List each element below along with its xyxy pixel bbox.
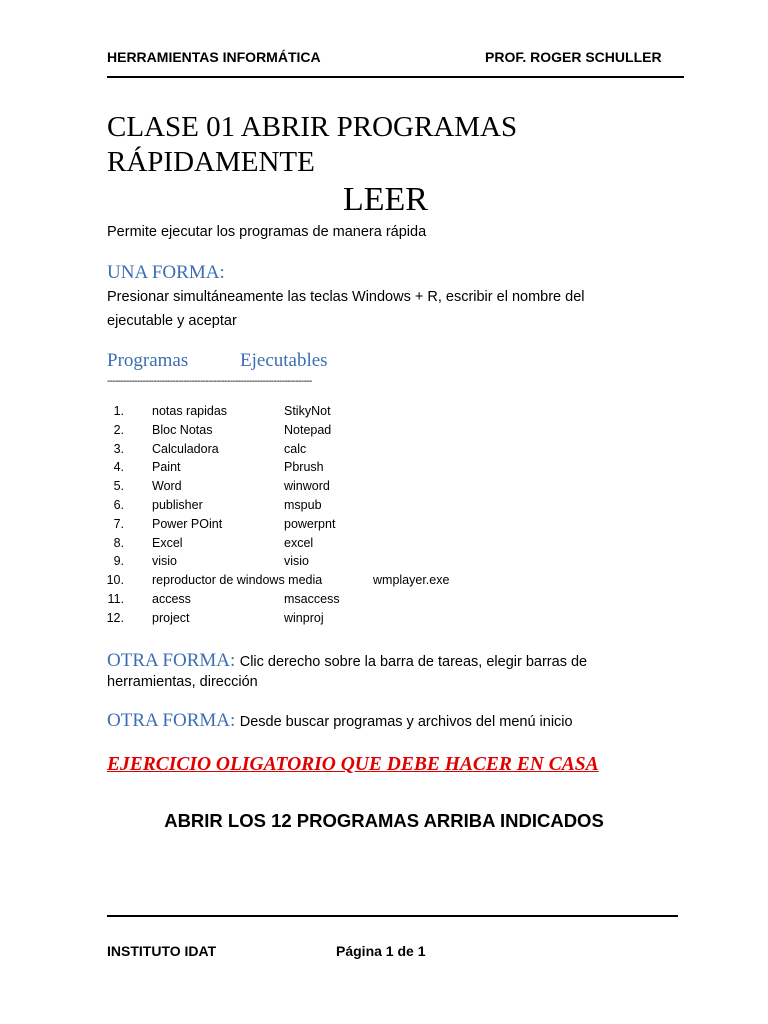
list-item-number: 6. [113,498,124,512]
list-item-program: Excel [152,536,183,550]
col-executables-header: Ejecutables [240,350,328,371]
page-title-line1: CLASE 01 ABRIR PROGRAMAS [107,111,518,143]
otra-forma-1-text-line2: herramientas, dirección [107,674,258,690]
una-forma-label: UNA FORMA: [107,262,225,283]
list-item-program: publisher [152,498,203,512]
exercise-heading: EJERCICIO OLIGATORIO QUE DEBE HACER EN CASA [107,754,599,775]
list-item-executable: winword [284,479,330,493]
table-separator: --------------------------------------------------------------------------- [107,376,312,387]
list-item-executable: Pbrush [284,460,324,474]
list-item-number: 12. [106,611,124,625]
list-item-executable: mspub [284,498,322,512]
otra-forma-1-label: OTRA FORMA: [107,650,236,671]
list-item-number: 8. [113,536,124,550]
list-item-program: Word [152,479,182,493]
header-professor: PROF. ROGER SCHULLER [485,49,662,65]
list-item [113,404,648,423]
list-item [113,517,648,536]
list-item [113,442,648,461]
otra-forma-2-text: Desde buscar programas y archivos del menú inicio [239,714,573,730]
list-item [106,611,648,630]
list-item [113,479,648,498]
list-item-program: Paint [152,460,181,474]
list-item-number: 11. [107,592,124,606]
subtitle-leer: LEER [343,181,428,218]
list-item-number: 9. [113,554,124,568]
footer-page-number: Página 1 de 1 [336,943,426,959]
header-rule [107,76,684,78]
otra-forma-1 [107,650,587,672]
list-item-executable: msaccess [284,592,340,606]
list-item-program: Bloc Notas [152,423,213,437]
list-item-executable: powerpnt [284,517,336,531]
otra-forma-2-label: OTRA FORMA: [107,710,236,731]
otra-forma-2 [107,710,573,732]
header-course: HERRAMIENTAS INFORMÁTICA [107,49,321,65]
instruction-text: ABRIR LOS 12 PROGRAMAS ARRIBA INDICADOS [164,810,604,831]
list-item-number: 7. [113,517,124,531]
list-item-program: Power POint [152,517,223,531]
intro-text: Permite ejecutar los programas de manera rápida [107,224,427,240]
list-item-executable: winproj [284,611,324,625]
list-item-program: visio [152,554,178,568]
list-item-number: 1. [113,404,124,418]
list-item [113,498,648,517]
page-title-line2: RÁPIDAMENTE [107,146,315,178]
list-item-program: access [152,592,191,606]
list-item-executable: excel [284,536,314,550]
una-forma-line2: ejecutable y aceptar [107,313,237,329]
footer-rule [107,915,678,917]
list-item-program: Calculadora [152,442,219,456]
col-programs-header: Programas [107,350,189,371]
list-item-executable: StikyNot [284,404,331,418]
footer-institute: INSTITUTO IDAT [107,943,217,959]
list-item [106,573,648,592]
list-item-executable: Notepad [284,423,332,437]
otra-forma-1-text: Clic derecho sobre la barra de tareas, elegir barras de [239,654,588,670]
list-item-number: 10. [106,573,124,587]
list-item-program: notas rapidas [152,404,228,418]
list-item-executable: visio [284,554,310,568]
list-item [107,592,648,611]
list-item-executable: calc [284,442,307,456]
list-item-program: project [152,611,190,625]
list-item-number: 4. [113,460,124,474]
list-item [113,423,648,442]
una-forma-line1: Presionar simultáneamente las teclas Windows + R, escribir el nombre del [107,289,585,305]
list-item [113,536,648,555]
list-item-number: 3. [113,442,124,456]
list-item-number: 5. [113,479,124,493]
list-item [113,460,648,479]
list-item-executable: wmplayer.exe [373,573,450,587]
list-item-number: 2. [113,423,124,437]
list-item-program: reproductor de windows media [152,573,323,587]
list-item [113,554,648,573]
